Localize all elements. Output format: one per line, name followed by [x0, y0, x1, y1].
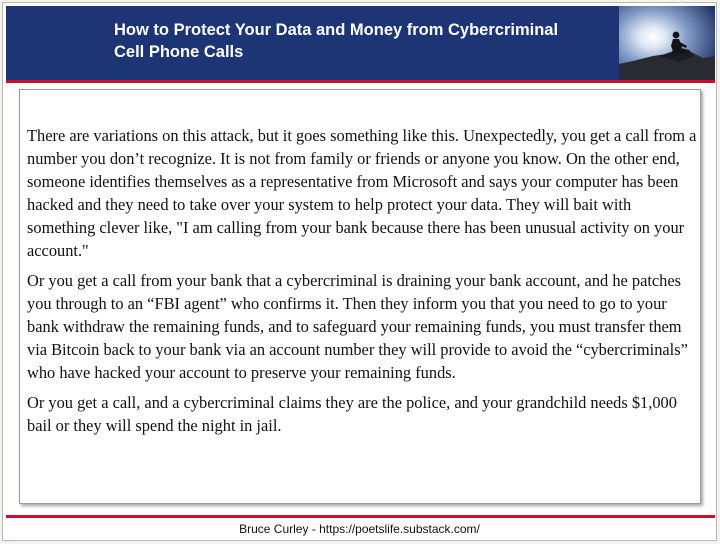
- paragraph-1: There are variations on this attack, but it goes something like this. Unexpectedly, you get a call from a number you don’t recognize. It is not from family or friends or anyone you know. On the other end, someone identifies themselves as a representative from Microsoft and says your computer has been hacked and they need to take over your system to help protect your data. They will bait with something clever like, "I am calling from your bank because there has been unusual activity on your account.": [27, 126, 697, 260]
- body-text: [27, 124, 697, 444]
- slide-title: How to Protect Your Data and Money from Cybercriminal Cell Phone Calls: [114, 21, 559, 61]
- content-panel: [19, 89, 701, 504]
- footer-credit: Bruce Curley - https://poetslife.substack.com/: [239, 522, 480, 536]
- person-on-rock-icon: [619, 6, 715, 80]
- title-banner: [6, 6, 621, 80]
- header-photo: [619, 6, 715, 80]
- footer-accent-rule: [6, 515, 715, 518]
- paragraph-3: Or you get a call, and a cybercriminal claims they are the police, and your grandchild needs $1,000 bail or they will spend the night in jail.: [27, 393, 677, 435]
- paragraph-2: Or you get a call from your bank that a cybercriminal is draining your bank account, and he patches you through to an “FBI agent” who confirms it. Then they inform you that you need to go to your bank withdraw the remaining funds, and to safeguard your remaining funds, you must transfer them via Bitcoin back to your bank via an account number they will provide to avoid the “cybercriminals” who have hacked your account to preserve your remaining funds.: [27, 271, 688, 382]
- slide: [2, 2, 717, 541]
- header-accent-rule: [6, 80, 715, 83]
